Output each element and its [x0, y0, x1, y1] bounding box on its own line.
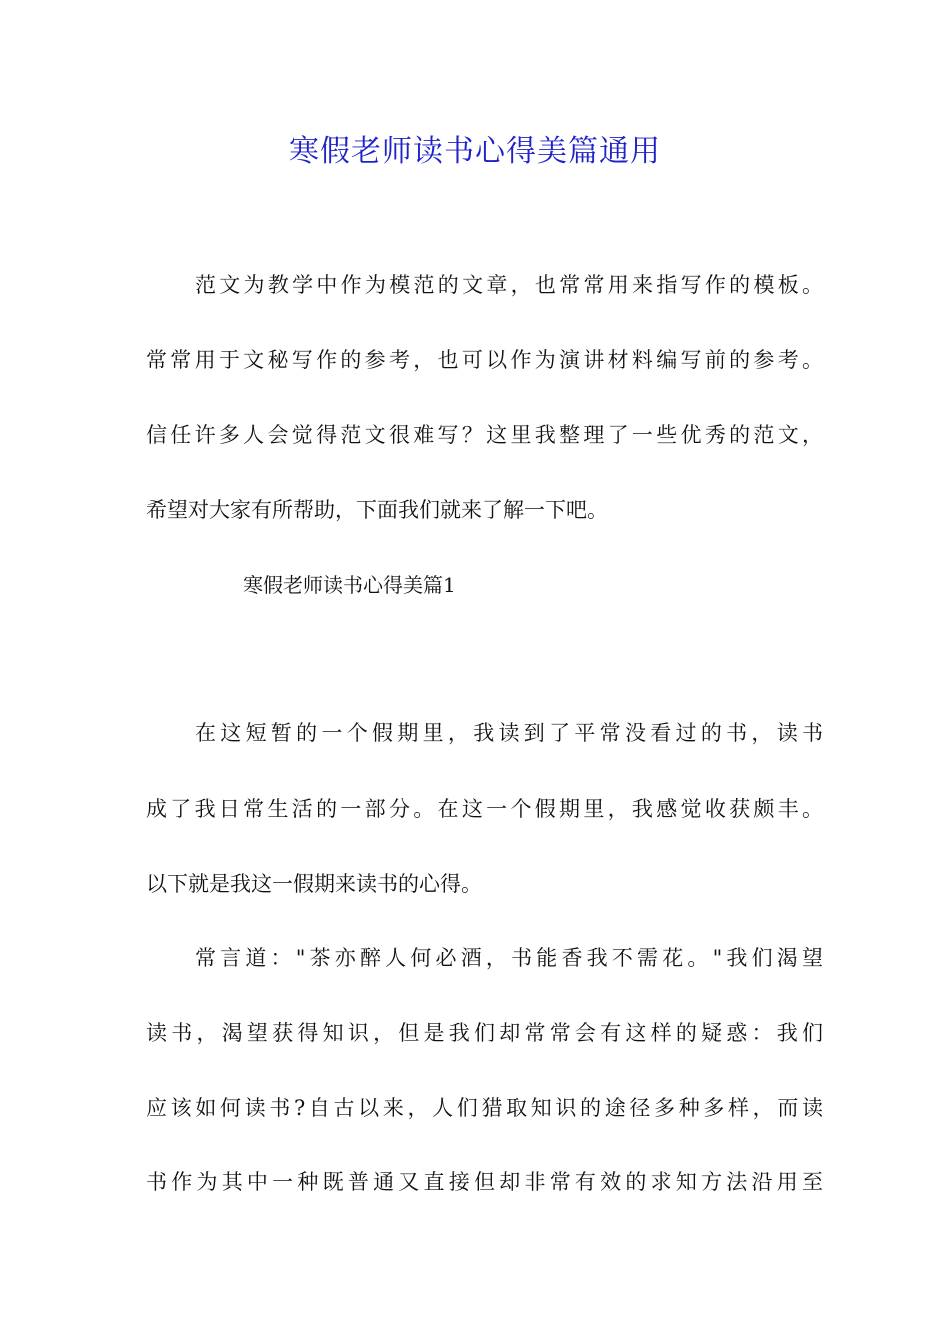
intro-line-3: 信任许多人会觉得范文很难写？这里我整理了一些优秀的范文， [146, 423, 823, 447]
paragraph2-line-1: 常言道："茶亦醉人何必酒，书能香我不需花。"我们渴望 [195, 946, 823, 970]
paragraph2-line-2: 读书，渴望获得知识，但是我们却常常会有这样的疑惑：我们 [146, 1021, 823, 1045]
intro-line-2: 常常用于文秘写作的参考，也可以作为演讲材料编写前的参考。 [146, 348, 823, 372]
paragraph1-line-3: 以下就是我这一假期来读书的心得。 [146, 872, 482, 896]
section-heading: 寒假老师读书心得美篇1 [243, 573, 456, 597]
intro-line-1: 范文为教学中作为模范的文章，也常常用来指写作的模板。 [195, 273, 823, 297]
paragraph2-line-3: 应该如何读书?自古以来，人们猎取知识的途径多种多样，而读 [146, 1096, 823, 1120]
paragraph2-line-4: 书作为其中一种既普通又直接但却非常有效的求知方法沿用至 [146, 1170, 823, 1194]
intro-line-4: 希望对大家有所帮助，下面我们就来了解一下吧。 [146, 498, 608, 522]
document-title: 寒假老师读书心得美篇通用 [289, 134, 661, 169]
paragraph1-line-1: 在这短暂的一个假期里，我读到了平常没看过的书，读书 [195, 721, 823, 745]
paragraph1-line-2: 成了我日常生活的一部分。在这一个假期里，我感觉收获颇丰。 [146, 797, 823, 821]
